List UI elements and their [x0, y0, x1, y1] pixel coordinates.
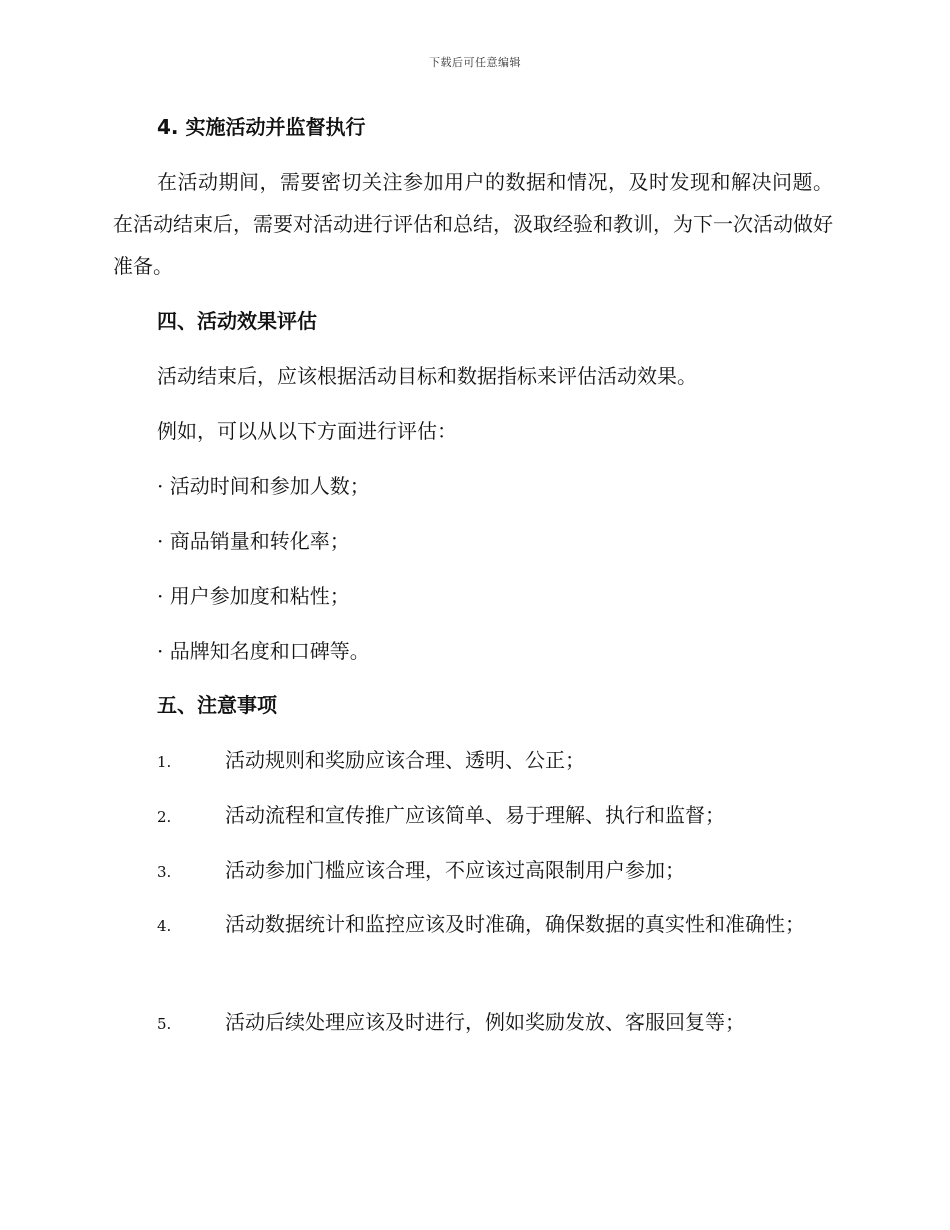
- section4-paragraph: 在活动期间，需要密切关注参加用户的数据和情况，及时发现和解决问题。在活动结束后，需要对活动进行评估和总结，汲取经验和教训，为下一次活动做好准备。: [113, 170, 833, 278]
- item-number: 2.: [157, 808, 172, 826]
- evaluation-heading: 四、活动效果评估: [157, 309, 317, 333]
- item-text: 活动数据统计和监控应该及时准确，确保数据的真实性和准确性；: [225, 912, 805, 936]
- numbered-item: [113, 794, 833, 838]
- item-number: 5.: [157, 1015, 172, 1033]
- numbered-item: [113, 903, 833, 947]
- bullet-item: · 商品销量和转化率；: [157, 529, 350, 553]
- item-text: 活动流程和宣传推广应该简单、易于理解、执行和监督；: [225, 803, 725, 827]
- item-number: 3.: [157, 863, 172, 881]
- evaluation-intro: 活动结束后，应该根据活动目标和数据指标来评估活动效果。: [157, 364, 697, 388]
- numbered-item: [113, 1001, 833, 1045]
- item-text: 活动后续处理应该及时进行，例如奖励发放、客服回复等；: [225, 1010, 745, 1034]
- evaluation-lead: 例如，可以从以下方面进行评估：: [157, 419, 457, 443]
- notes-heading: 五、注意事项: [157, 693, 277, 717]
- numbered-item: [113, 739, 833, 783]
- item-text: 活动参加门槛应该合理，不应该过高限制用户参加；: [225, 858, 685, 882]
- numbered-item: [113, 849, 833, 893]
- section4-heading: 4. 实施活动并监督执行: [157, 115, 366, 139]
- item-number: 1.: [157, 753, 172, 771]
- bullet-item: · 活动时间和参加人数；: [157, 474, 370, 498]
- bullet-item: · 品牌知名度和口碑等。: [157, 639, 370, 663]
- bullet-item: · 用户参加度和粘性；: [157, 584, 350, 608]
- page-header: 下载后可任意编辑: [429, 56, 521, 69]
- item-number: 4.: [157, 917, 172, 935]
- item-text: 活动规则和奖励应该合理、透明、公正；: [225, 748, 585, 772]
